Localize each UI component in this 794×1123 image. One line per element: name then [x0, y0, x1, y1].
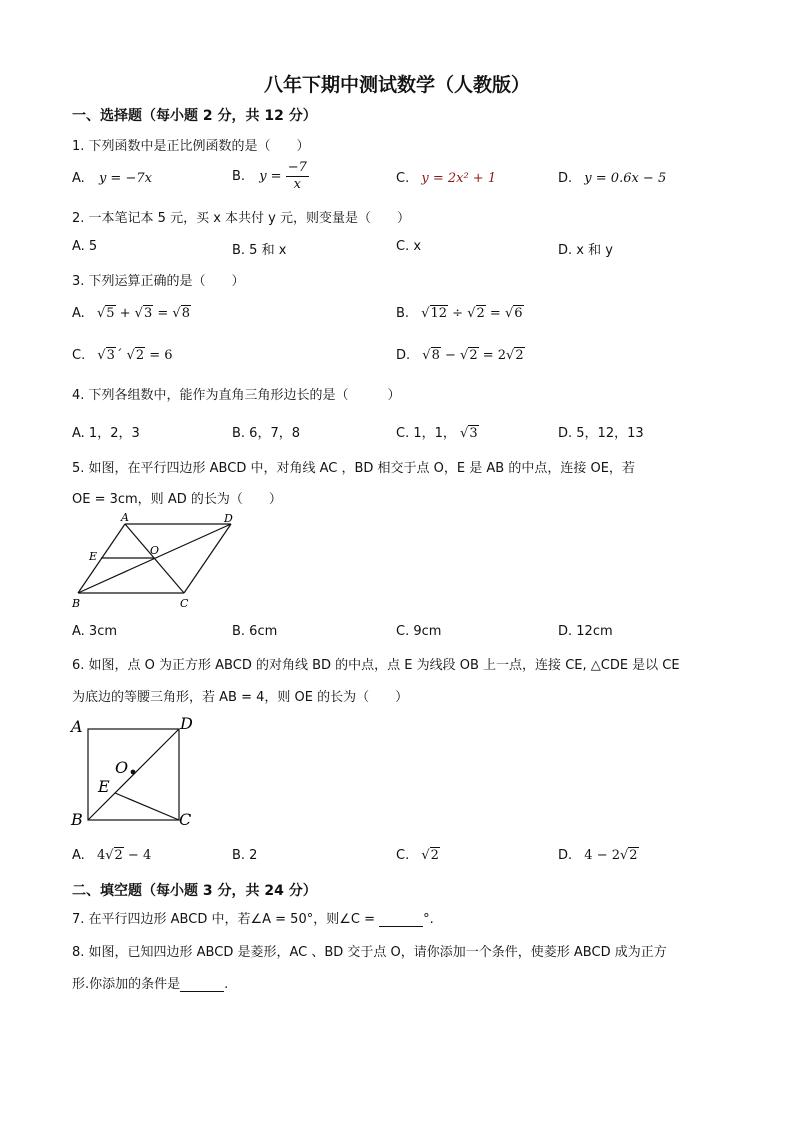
- q2-option-b: B. 5 和 x: [232, 243, 287, 258]
- label-o: O: [115, 758, 129, 777]
- q5-option-d: D. 12cm: [558, 624, 613, 639]
- answer-blank[interactable]: [180, 991, 224, 992]
- question-5-line-2: OE = 3cm，则 AD 的长为（ ）: [72, 492, 282, 507]
- option-label: A.: [72, 848, 85, 863]
- option-label: B.: [232, 169, 246, 184]
- fraction-numerator: −7: [287, 160, 307, 175]
- question-6-line-2: 为底边的等腰三角形，若 AB = 4，则 OE 的长为（ ）: [72, 690, 409, 705]
- q1-option-a: [72, 171, 152, 186]
- q6-option-c: C. √2: [396, 848, 439, 863]
- q2-option-a: A. 5: [72, 239, 98, 254]
- option-label: C.: [72, 348, 86, 363]
- fraction: [286, 160, 309, 193]
- square-figure: [68, 712, 198, 832]
- label-a: A: [121, 511, 129, 524]
- question-7-suffix: °.: [423, 912, 434, 927]
- question-8-suffix: .: [224, 977, 229, 992]
- label-e: E: [89, 550, 98, 563]
- section-heading-choice: 一、选择题（每小题 2 分，共 12 分）: [72, 108, 317, 124]
- option-label: D.: [558, 848, 573, 863]
- label-d: D: [180, 714, 193, 733]
- q5-option-a: A. 3cm: [72, 624, 118, 639]
- q2-option-c: C. x: [396, 239, 422, 254]
- answer-blank[interactable]: [379, 926, 423, 927]
- question-3-stem: 3. 下列运算正确的是（ ）: [72, 274, 245, 289]
- label-b: B: [72, 597, 81, 610]
- q1-option-d: [558, 171, 666, 186]
- question-7-text: 7. 在平行四边形 ABCD 中，若∠A = 50°，则∠C =: [72, 912, 380, 927]
- option-label: C. 1，1，: [396, 426, 456, 441]
- question-7: [72, 908, 434, 927]
- label-d: D: [224, 512, 233, 525]
- option-math: y = −7x: [98, 171, 152, 186]
- question-5-line-1: 5. 如图，在平行四边形 ABCD 中，对角线 AC ，BD 相交于点 O，E 是 AB 的中点，连接 OE，若: [72, 461, 635, 476]
- option-label: A.: [72, 306, 85, 321]
- q4-option-b: B. 6，7，8: [232, 426, 300, 441]
- question-8-line-2: [72, 973, 228, 992]
- q2-option-d: D. x 和 y: [558, 243, 613, 258]
- question-8-text: 形.你添加的条件是: [72, 977, 181, 992]
- question-6-line-1: 6. 如图，点 O 为正方形 ABCD 的对角线 BD 的中点，点 E 为线段 OB 上一点，连接 CE, △CDE 是以 CE: [72, 658, 680, 673]
- option-math: y = 0.6x − 5: [584, 171, 667, 186]
- label-o: O: [150, 544, 160, 557]
- option-label: D.: [558, 171, 573, 186]
- q3-option-b: B. √12 ÷ √2 = √6: [396, 306, 523, 321]
- option-label: A.: [72, 171, 85, 186]
- label-b: B: [71, 810, 83, 829]
- label-e: E: [98, 777, 110, 796]
- q5-option-b: B. 6cm: [232, 624, 278, 639]
- label-c: C: [180, 597, 189, 610]
- label-c: C: [179, 810, 192, 829]
- q3-option-d: D. √8 − √2 = 2√2: [396, 348, 524, 363]
- option-math: y = 2x² + 1: [421, 171, 497, 186]
- q6-option-d: D. 4 − 2√2: [558, 848, 638, 863]
- question-1-stem: 1. 下列函数中是正比例函数的是（ ）: [72, 139, 310, 154]
- q4-option-d: D. 5，12，13: [558, 426, 644, 441]
- question-4-stem: 4. 下列各组数中，能作为直角三角形边长的是（ ）: [72, 388, 401, 403]
- option-math-lhs: y =: [259, 169, 282, 184]
- q4-option-a: A. 1，2，3: [72, 426, 140, 441]
- option-label: C.: [396, 848, 410, 863]
- q1-option-c: [396, 171, 496, 186]
- label-a: A: [71, 717, 83, 736]
- q5-option-c: C. 9cm: [396, 624, 442, 639]
- fraction-denominator: x: [293, 177, 301, 192]
- page-title: 八年下期中测试数学（人教版）: [263, 74, 530, 96]
- q1-option-b: [232, 160, 309, 193]
- q6-option-b: B. 2: [232, 848, 258, 863]
- q6-option-a: A. 4√2 − 4: [72, 848, 152, 863]
- q4-option-c: C. 1，1， √3: [396, 426, 478, 441]
- option-label: B.: [396, 306, 410, 321]
- q3-option-c: C. √3´ √2 = 6: [72, 348, 173, 363]
- section-heading-fill: 二、填空题（每小题 3 分，共 24 分）: [72, 883, 317, 899]
- question-8-line-1: 8. 如图，已知四边形 ABCD 是菱形，AC 、BD 交于点 O，请你添加一个条件，使菱形 ABCD 成为正方: [72, 945, 667, 960]
- question-2-stem: 2. 一本笔记本 5 元，买 x 本共付 y 元，则变量是（ ）: [72, 211, 410, 226]
- parallelogram-figure: [68, 510, 248, 612]
- option-label: C.: [396, 171, 410, 186]
- option-label: D.: [396, 348, 411, 363]
- q3-option-a: A. √5 + √3 = √8: [72, 306, 190, 321]
